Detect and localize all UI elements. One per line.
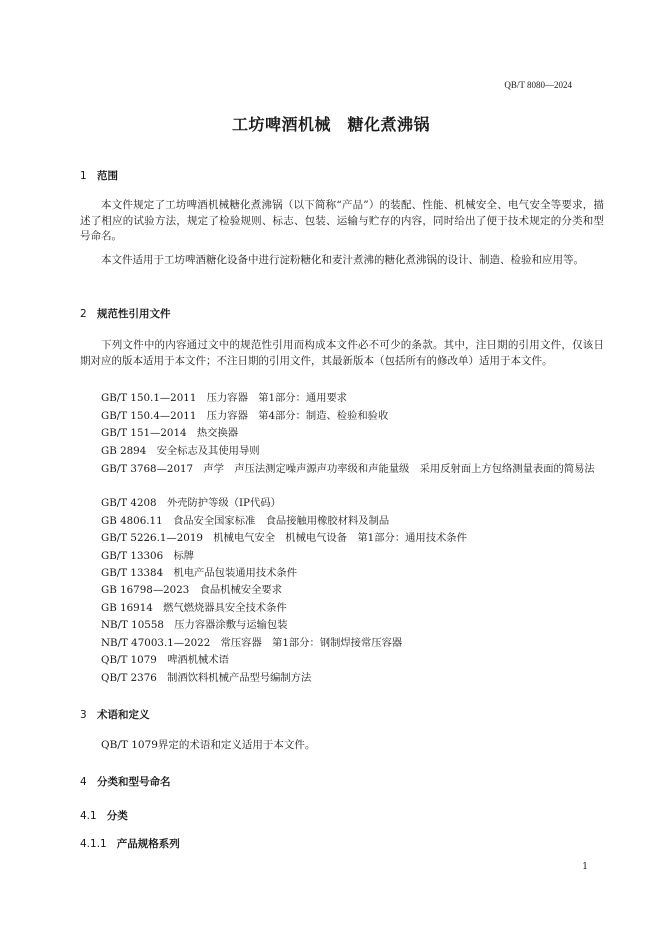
section-4-1-heading: [80, 808, 128, 823]
reference-item: GB/T 3768—2017 声学 声压法测定噪声源声功率级和声能量级 采用反射面上方包络测量表面的简易法: [101, 463, 595, 475]
section-number: 4.1.1: [80, 838, 107, 850]
section-number: 4.1: [80, 810, 97, 822]
section-number: 3: [80, 709, 87, 721]
reference-item: GB 16798—2023 食品机械安全要求: [101, 584, 282, 596]
section-4-heading: [80, 774, 171, 789]
reference-item: GB/T 150.4—2011 压力容器 第4部分：制造、检验和验收: [101, 410, 389, 422]
scope-paragraph-1: 本文件规定了工坊啤酒机械糖化煮沸锅（以下简称“产品”）的装配、性能、机械安全、电气安全等要求，描述了相应的试验方法，规定了检验规则、标志、包装、运输与贮存的内容，同时给出了便于技术规定的分类和型号命名。: [80, 199, 604, 242]
terms-paragraph: QB/T 1079界定的术语和定义适用于本文件。: [101, 739, 316, 751]
document-title: 工坊啤酒机械 糖化煮沸锅: [231, 115, 430, 134]
section-title: 分类: [106, 810, 128, 822]
section-2-heading: [80, 306, 171, 321]
section-title: 范围: [97, 170, 118, 182]
section-4-1-1-heading: [80, 836, 180, 851]
document-code: QB/T 8080—2024: [504, 80, 572, 90]
reference-item: GB 16914 燃气燃烧器具安全技术条件: [101, 602, 287, 614]
section-title: 产品规格系列: [116, 838, 180, 850]
references-intro: 下列文件中的内容通过文中的规范性引用而构成本文件必不可少的条款。其中，注日期的引用文件，仅该日期对应的版本适用于本文件；不注日期的引用文件，其最新版本（包括所有的修改单）适用于本文件。: [80, 339, 604, 367]
section-title: 规范性引用文件: [97, 308, 171, 320]
reference-item: QB/T 1079 啤酒机械术语: [101, 654, 229, 666]
reference-item: GB/T 150.1—2011 压力容器 第1部分：通用要求: [101, 392, 348, 404]
section-number: 2: [80, 308, 87, 320]
reference-item: NB/T 10558 压力容器涂敷与运输包装: [101, 619, 288, 631]
section-title: 分类和型号命名: [97, 776, 171, 788]
reference-item: NB/T 47003.1—2022 常压容器 第1部分：钢制焊接常压容器: [101, 637, 403, 649]
reference-item: GB/T 13384 机电产品包装通用技术条件: [101, 567, 298, 579]
section-1-heading: [80, 168, 118, 183]
reference-item: QB/T 2376 制酒饮料机械产品型号编制方法: [101, 672, 312, 684]
section-3-heading: [80, 707, 150, 722]
scope-paragraph-2: 本文件适用于工坊啤酒糖化设备中进行淀粉糖化和麦汁煮沸的糖化煮沸锅的设计、制造、检验和应用等。: [101, 254, 584, 266]
section-number: 1: [80, 170, 87, 182]
reference-item: GB/T 151—2014 热交换器: [101, 427, 239, 439]
reference-item: GB 2894 安全标志及其使用导则: [101, 445, 260, 457]
section-number: 4: [80, 776, 87, 788]
reference-item: GB/T 5226.1—2019 机械电气安全 机械电气设备 第1部分：通用技术条件: [101, 532, 467, 544]
reference-item: GB/T 13306 标牌: [101, 550, 195, 562]
reference-item: GB 4806.11 食品安全国家标准 食品接触用橡胶材料及制品: [101, 515, 390, 527]
reference-item: GB/T 4208 外壳防护等级（IP代码）: [101, 497, 281, 509]
page-number: 1: [582, 862, 588, 872]
section-title: 术语和定义: [97, 709, 150, 721]
